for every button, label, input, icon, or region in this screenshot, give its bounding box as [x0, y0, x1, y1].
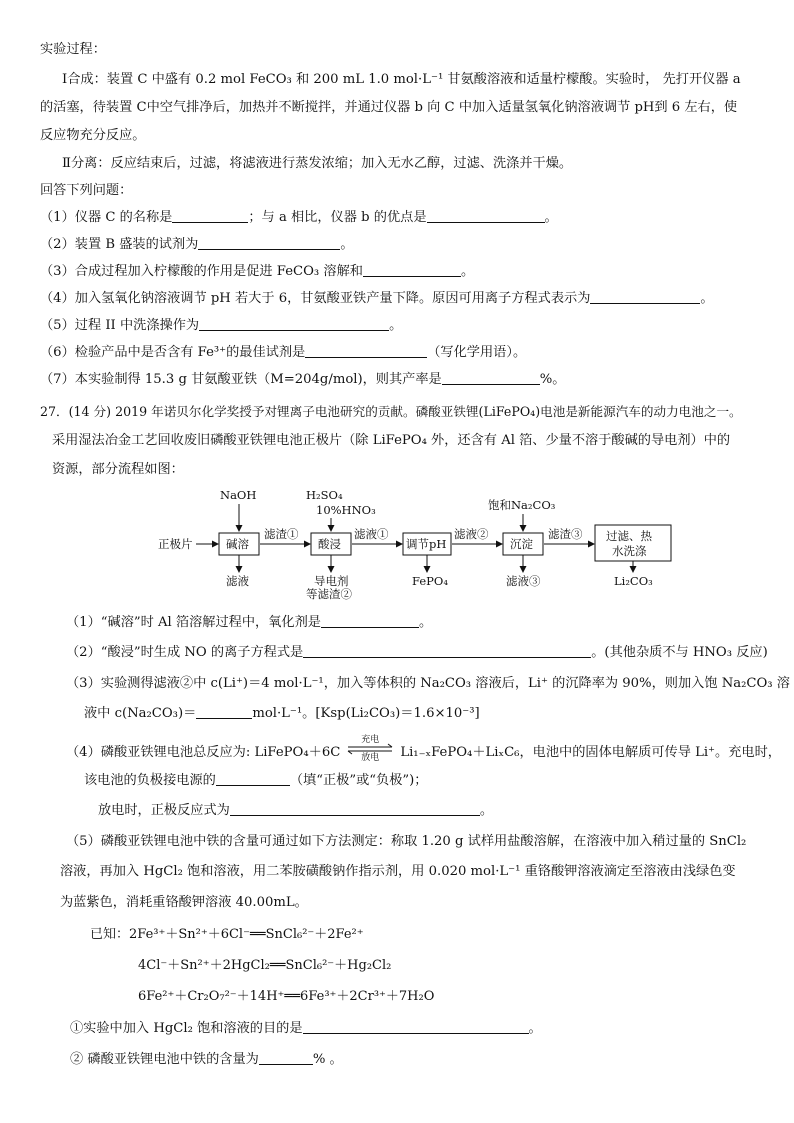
s2-text-b: % 。 — [312, 1052, 343, 1067]
q5-blank[interactable] — [199, 316, 389, 331]
p4-text-b: Li₁₋ₓFePO₄＋LiₓC₆，电池中的固体电解质可传导 Li⁺。充电时， — [400, 745, 781, 760]
q27-head-line1: 27．(14 分) 2019 年诺贝尔化学奖授予对锂离子电池研究的贡献。磷酸亚铁锂(LiFePO₄)电池是新能源汽车的动力电池之一。 — [40, 404, 742, 419]
question-6 — [40, 343, 526, 363]
q27-part-4-line1 — [66, 735, 781, 763]
q27-part-1 — [66, 613, 432, 633]
s2-text-a: ② 磷酸亚铁锂电池中铁的含量为 — [70, 1052, 259, 1067]
q1-text-a: （1）仪器 C 的名称是 — [40, 210, 173, 225]
p3-text-b: 液中 c(Na₂CO₃)＝ — [84, 706, 197, 721]
flow-top-na2co3: 饱和Na₂CO₃ — [488, 498, 556, 512]
q6-text-a: （6）检验产品中是否含有 Fe³⁺的最佳试剂是 — [40, 345, 306, 360]
q7-blank[interactable] — [442, 370, 540, 385]
known-equation-1 — [90, 925, 364, 945]
q1-blank-b[interactable] — [427, 208, 545, 223]
flow-residue-1: 滤渣① — [264, 527, 299, 541]
question-2 — [40, 235, 354, 255]
question-1 — [40, 208, 558, 228]
q27-head-line2: 采用湿法冶金工艺回收废旧磷酸亚铁锂电池正极片（除 LiFePO₄ 外，还含有 Al 箔、少量不溶于酸碱的导电剂）中的 — [52, 433, 731, 448]
question-7 — [40, 370, 565, 390]
known-label: 已知： — [90, 927, 130, 942]
question-3 — [40, 262, 474, 282]
q2-blank[interactable] — [198, 235, 340, 250]
flow-box-adjust-ph-label: 调节pH — [406, 537, 447, 551]
q27-part-3-line2 — [84, 704, 480, 724]
q6-text-b: （写化学用语）。 — [427, 345, 527, 360]
q27-part-5-line1: （5）磷酸亚铁锂电池中铁的含量可通过如下方法测定：称取 1.20 g 试样用盐酸溶解，在溶液中加入稍过量的 SnCl₂ — [66, 834, 747, 849]
p4-text-a: （4）磷酸亚铁锂电池总反应为: LiFePO₄＋6C — [66, 745, 341, 760]
q3-text: （3）合成过程加入柠檬酸的作用是促进 FeCO₃ 溶解和 — [40, 264, 363, 279]
flow-box-acid-leach-label: 酸浸 — [318, 537, 341, 551]
p1-text: （1）“碱溶”时 Al 箔溶解过程中，氧化剂是 — [66, 615, 321, 630]
p2-text-a: （2）“酸浸”时生成 NO 的离子方程式是 — [66, 645, 304, 660]
flow-bottom-filtrate: 滤液 — [226, 574, 249, 588]
s1-text: ①实验中加入 HgCl₂ 饱和溶液的目的是 — [70, 1021, 303, 1036]
s2-blank[interactable] — [259, 1050, 313, 1065]
q7-text-b: %。 — [539, 372, 566, 387]
p3-blank[interactable] — [196, 704, 252, 719]
flow-bottom-li2co3: Li₂CO₃ — [614, 574, 653, 588]
q27-part-4-line2 — [84, 771, 428, 791]
q5-end: 。 — [389, 318, 403, 333]
flow-top-naoh: NaOH — [220, 488, 257, 502]
q1-text-b: ；与 a 相比，仪器 b 的优点是 — [248, 210, 427, 225]
q27-sub-2 — [70, 1050, 343, 1070]
known-equation-3: 6Fe²⁺＋Cr₂O₇²⁻＋14H⁺══6Fe³⁺＋2Cr³⁺＋7H₂O — [138, 989, 435, 1004]
flow-start: 正极片 — [158, 537, 193, 551]
flow-filtrate-1: 滤液① — [354, 527, 389, 541]
q27-part-2 — [66, 643, 768, 663]
q27-sub-1 — [70, 1019, 542, 1039]
reversible-arrow — [344, 735, 396, 763]
q3-end: 。 — [460, 264, 475, 279]
p4-text-c: 该电池的负极接电源的 — [84, 773, 216, 788]
step1-line2: 的活塞，待装置 C中空气排净后，加热并不断搅拌，并通过仪器 b 向 C 中加入适量氢氧化钠溶液调节 pH到 6 左右，使 — [40, 100, 738, 115]
s1-blank[interactable] — [303, 1019, 529, 1034]
q4-blank[interactable] — [590, 289, 700, 304]
flow-top-h2so4: H₂SO₄ — [306, 488, 343, 502]
q1-blank-a[interactable] — [172, 208, 248, 223]
q2-end: 。 — [340, 237, 354, 252]
flow-bottom-filtrate-3: 滤液③ — [506, 574, 541, 588]
flow-box-filter-wash-label-b: 水洗涤 — [612, 544, 647, 558]
question-5 — [40, 316, 402, 336]
p4-blank-a[interactable] — [216, 771, 290, 786]
flow-box-filter-wash-label-a: 过滤、热 — [606, 529, 652, 543]
step1-line1: Ⅰ合成：装置 C 中盛有 0.2 mol FeCO₃ 和 200 mL 1.0 mol·L⁻¹ 甘氨酸溶液和适量柠檬酸。实验时， 先打开仪器 a — [62, 72, 741, 87]
flow-bottom-conductor: 导电剂 — [314, 574, 349, 588]
q7-text-a: （7）本实验制得 15.3 g 甘氨酸亚铁（M=204g/mol)，则其产率是 — [40, 372, 442, 387]
q2-text: （2）装置 B 盛装的试剂为 — [40, 237, 199, 252]
p4-end: 。 — [479, 803, 494, 818]
experiment-heading: 实验过程： — [40, 42, 106, 57]
step2-line: Ⅱ分离：反应结束后，过滤，将滤液进行蒸发浓缩；加入无水乙醇，过滤、洗涤并干燥。 — [62, 156, 573, 171]
p4-text-d: （填“正极”或“负极”)； — [289, 773, 428, 788]
discharge-label: 放电 — [361, 753, 380, 763]
flow-filtrate-2: 滤液② — [454, 527, 489, 541]
q27-part-3-line1: （3）实验测得滤液②中 c(Li⁺)＝4 mol·L⁻¹，加入等体积的 Na₂CO₃ 溶液后，Li⁺ 的沉降率为 90%，则加入饱 Na₂CO₃ 溶 — [66, 676, 790, 691]
q27-part-5-line2: 溶液，再加入 HgCl₂ 饱和溶液，用二苯胺磺酸钠作指示剂，用 0.020 mol·L⁻¹ 重铬酸钾溶液滴定至溶液由浅绿色变 — [60, 864, 736, 879]
p1-end: 。 — [419, 615, 433, 630]
p2-blank[interactable] — [303, 643, 591, 658]
q27-head-line3: 资源，部分流程如图： — [52, 462, 184, 477]
p1-blank[interactable] — [321, 613, 419, 628]
q4-end: 。 — [700, 291, 714, 306]
p4-blank-b[interactable] — [230, 801, 480, 816]
q3-blank[interactable] — [363, 262, 461, 277]
equation-1: 2Fe³⁺＋Sn²⁺＋6Cl⁻══SnCl₆²⁻＋2Fe²⁺ — [129, 927, 364, 942]
p2-text-b: 。(其他杂质不与 HNO₃ 反应) — [591, 645, 768, 660]
q6-blank[interactable] — [305, 343, 427, 358]
charge-label: 充电 — [361, 735, 380, 745]
q27-part-5-line3: 为蓝紫色，消耗重铬酸钾溶液 40.00mL。 — [60, 895, 308, 910]
flow-top-hno3: 10%HNO₃ — [316, 503, 376, 517]
flow-box-alkali-label: 碱溶 — [226, 537, 249, 551]
p4-text-e: 放电时，正极反应式为 — [98, 803, 230, 818]
p3-text-c: mol·L⁻¹。[Ksp(Li₂CO₃)＝1.6×10⁻³] — [252, 706, 480, 721]
process-flowchart — [150, 482, 680, 601]
question-4 — [40, 289, 714, 309]
step1-line3: 反应物充分反应。 — [40, 128, 146, 143]
flow-residue-3: 滤渣③ — [548, 527, 583, 541]
q1-end: 。 — [544, 210, 558, 225]
flow-box-precipitate-label: 沉淀 — [510, 537, 533, 551]
flow-bottom-residue-2: 等滤渣② — [306, 587, 352, 601]
q4-text: （4）加入氢氧化钠溶液调节 pH 若大于 6，甘氨酸亚铁产量下降。原因可用离子方程式表示为 — [40, 291, 591, 306]
s1-end: 。 — [528, 1021, 542, 1036]
q27-part-4-line3 — [98, 801, 493, 821]
flow-bottom-fepo4: FePO₄ — [412, 574, 448, 588]
answer-prompt: 回答下列问题： — [40, 183, 133, 198]
q5-text: （5）过程 II 中洗涤操作为 — [40, 318, 200, 333]
known-equation-2: 4Cl⁻＋Sn²⁺＋2HgCl₂══SnCl₆²⁻＋Hg₂Cl₂ — [138, 958, 392, 973]
